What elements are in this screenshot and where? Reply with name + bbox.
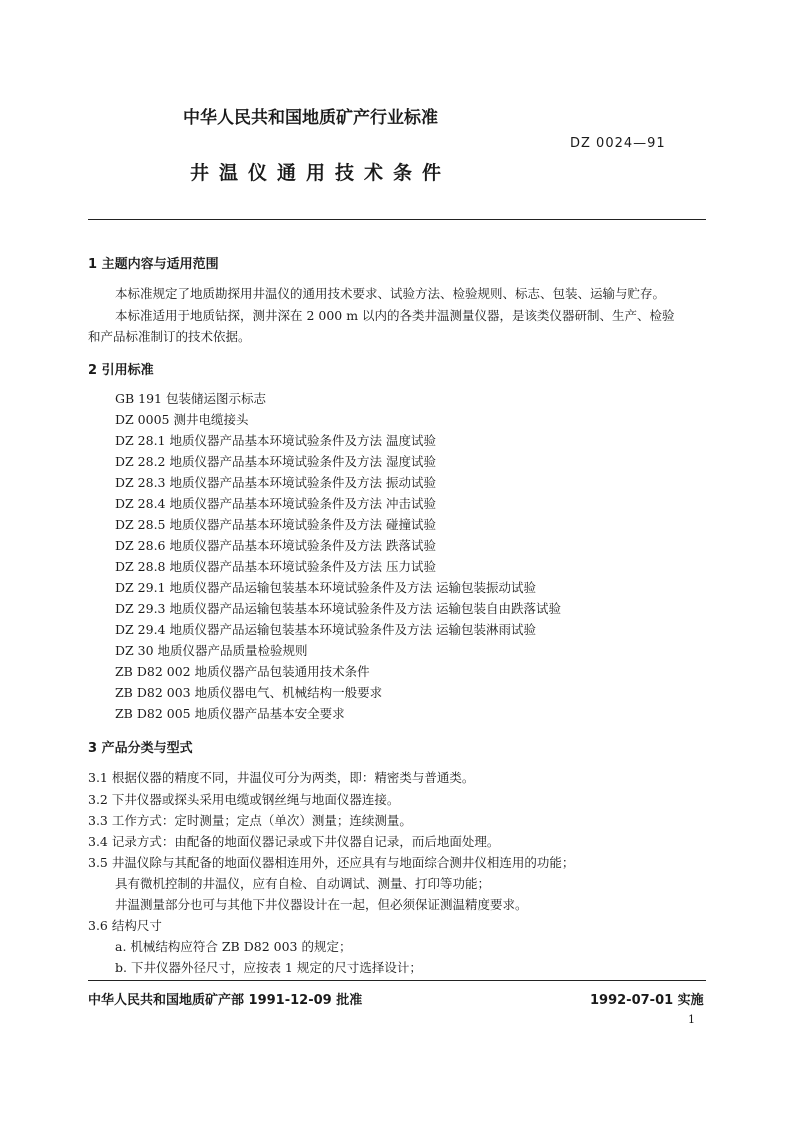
- clause-3-1: 3.1 根据仪器的精度不同，井温仪可分为两类，即：精密类与普通类。: [88, 770, 475, 785]
- clause-3-6-a: a. 机械结构应符合 ZB D82 003 的规定；: [115, 939, 352, 954]
- section-2-heading: 2 引用标准: [88, 363, 154, 378]
- clause-3-5-line-3: 井温测量部分也可与其他下井仪器设计在一起，但必须保证测温精度要求。: [115, 897, 528, 912]
- reference-item: DZ 28.5 地质仪器产品基本环境试验条件及方法 碰撞试验: [115, 517, 436, 532]
- reference-item: ZB D82 003 地质仪器电气、机械结构一般要求: [115, 685, 383, 700]
- section-3-heading: 3 产品分类与型式: [88, 741, 193, 756]
- reference-item: DZ 29.3 地质仪器产品运输包装基本环境试验条件及方法 运输包装自由跌落试验: [115, 601, 561, 616]
- reference-item: DZ 28.6 地质仪器产品基本环境试验条件及方法 跌落试验: [115, 538, 436, 553]
- section-1-para-2-line-2: 和产品标准制订的技术依据。: [88, 329, 251, 344]
- clause-3-6-b: b. 下井仪器外径尺寸，应按表 1 规定的尺寸选择设计；: [115, 960, 422, 975]
- section-1-para-1: 本标准规定了地质勘探用井温仪的通用技术要求、试验方法、检验规则、标志、包装、运输与贮存。: [115, 286, 666, 301]
- reference-item: DZ 30 地质仪器产品质量检验规则: [115, 643, 308, 658]
- reference-item: DZ 0005 测井电缆接头: [115, 412, 249, 427]
- standard-number: DZ 0024—91: [570, 136, 666, 151]
- effective-date: 1992-07-01 实施: [590, 993, 704, 1008]
- reference-item: DZ 29.1 地质仪器产品运输包装基本环境试验条件及方法 运输包装振动试验: [115, 580, 536, 595]
- reference-item: DZ 28.8 地质仪器产品基本环境试验条件及方法 压力试验: [115, 559, 436, 574]
- reference-item: DZ 28.1 地质仪器产品基本环境试验条件及方法 温度试验: [115, 433, 436, 448]
- approval-line: 中华人民共和国地质矿产部 1991-12-09 批准: [88, 993, 363, 1008]
- reference-item: ZB D82 002 地质仪器产品包装通用技术条件: [115, 664, 370, 679]
- clause-3-5: 3.5 井温仪除与其配备的地面仪器相连用外，还应具有与地面综合测井仪相连用的功能；: [88, 855, 575, 870]
- clause-3-6: 3.6 结构尺寸: [88, 918, 162, 933]
- org-title: 中华人民共和国地质矿产行业标准: [183, 108, 438, 128]
- reference-item: ZB D82 005 地质仪器产品基本安全要求: [115, 706, 345, 721]
- reference-item: DZ 28.2 地质仪器产品基本环境试验条件及方法 湿度试验: [115, 454, 436, 469]
- clause-3-2: 3.2 下井仪器或探头采用电缆或钢丝绳与地面仪器连接。: [88, 792, 400, 807]
- reference-item: DZ 28.4 地质仪器产品基本环境试验条件及方法 冲击试验: [115, 496, 436, 511]
- clause-3-4: 3.4 记录方式：由配备的地面仪器记录或下井仪器自记录，而后地面处理。: [88, 834, 500, 849]
- reference-item: DZ 29.4 地质仪器产品运输包装基本环境试验条件及方法 运输包装淋雨试验: [115, 622, 536, 637]
- header-divider: [88, 219, 706, 220]
- reference-item: GB 191 包装储运图示标志: [115, 391, 266, 406]
- page-number: 1: [688, 1013, 695, 1026]
- footer-divider: [88, 980, 706, 981]
- clause-3-3: 3.3 工作方式：定时测量；定点（单次）测量；连续测量。: [88, 813, 412, 828]
- clause-3-5-line-2: 具有微机控制的井温仪，应有自检、自动调试、测量、打印等功能；: [115, 876, 491, 891]
- section-1-heading: 1 主题内容与适用范围: [88, 257, 219, 272]
- reference-item: DZ 28.3 地质仪器产品基本环境试验条件及方法 振动试验: [115, 475, 436, 490]
- document-title: 井温仪通用技术条件: [190, 162, 452, 184]
- section-1-para-2-line-1: 本标准适用于地质钻探，测井深在 2 000 m 以内的各类井温测量仪器，是该类仪器研制、生产、检验: [115, 308, 675, 323]
